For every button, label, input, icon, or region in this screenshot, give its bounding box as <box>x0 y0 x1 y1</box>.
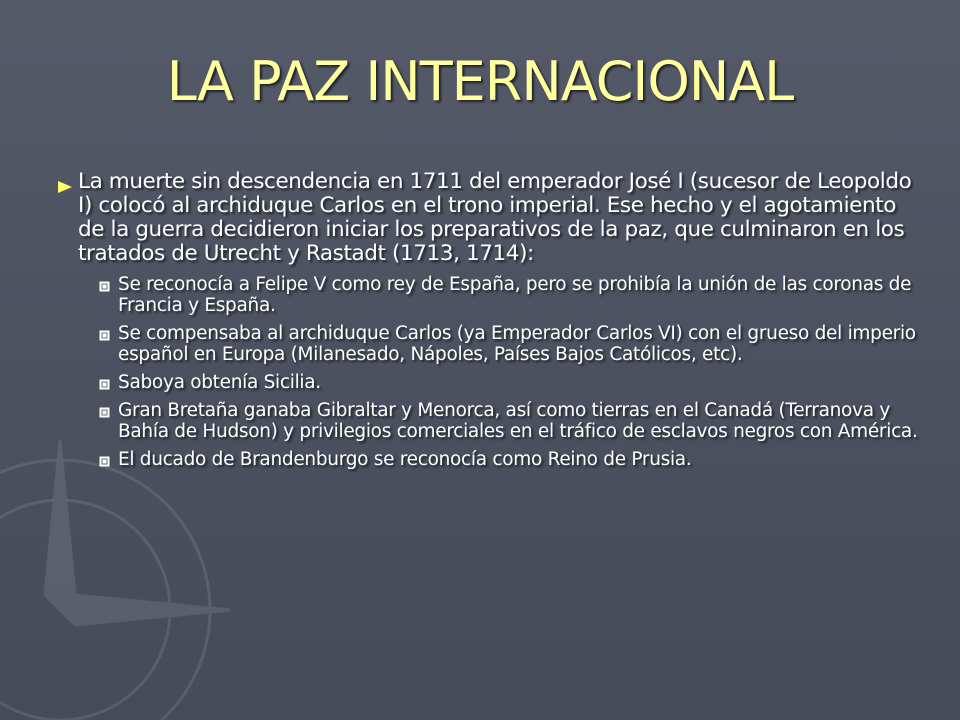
sub-bullet-text: Gran Bretaña ganaba Gibraltar y Menorca, así como tierras en el Canadá (Terranova y Bahía de Hudson) y privilegios comerciales en el tráfico de esclavos negros con América. <box>118 400 918 442</box>
main-bullet-item <box>54 170 924 266</box>
square-bullet-icon <box>92 378 118 392</box>
sub-bullet-item <box>92 323 924 365</box>
square-bullet-icon <box>92 280 118 294</box>
square-bullet-icon <box>92 329 118 343</box>
sub-bullet-item <box>92 372 924 393</box>
slide-title: LA PAZ INTERNACIONAL <box>166 50 794 113</box>
sub-bullet-text: Saboya obtenía Sicilia. <box>118 372 321 393</box>
sub-bullet-item <box>92 449 924 470</box>
square-bullet-icon <box>92 406 118 420</box>
right-triangle-arrow-icon <box>54 179 78 195</box>
main-bullet-text: La muerte sin descendencia en 1711 del emperador José I (sucesor de Leopoldo I) colocó al archiduque Carlos en el trono imperial. Ese hecho y el agotamiento de la guerra decidieron iniciar los preparativos de la paz, que culminaron en los tratados de Utrecht y Rastadt (1713, 1714): <box>78 169 912 266</box>
square-bullet-icon <box>92 455 118 469</box>
sub-bullet-item <box>92 400 924 442</box>
sub-bullet-text: Se compensaba al archiduque Carlos (ya Emperador Carlos VI) con el grueso del imperio español en Europa (Milanesado, Nápoles, Países Bajos Católicos, etc). <box>118 323 916 365</box>
slide-body <box>54 170 924 477</box>
sub-bullet-text: Se reconocía a Felipe V como rey de España, pero se prohibía la unión de las coronas de Francia y España. <box>118 274 912 316</box>
sub-bullet-list <box>92 274 924 470</box>
sub-bullet-item <box>92 274 924 316</box>
sub-bullet-text: El ducado de Brandenburgo se reconocía como Reino de Prusia. <box>118 449 692 470</box>
